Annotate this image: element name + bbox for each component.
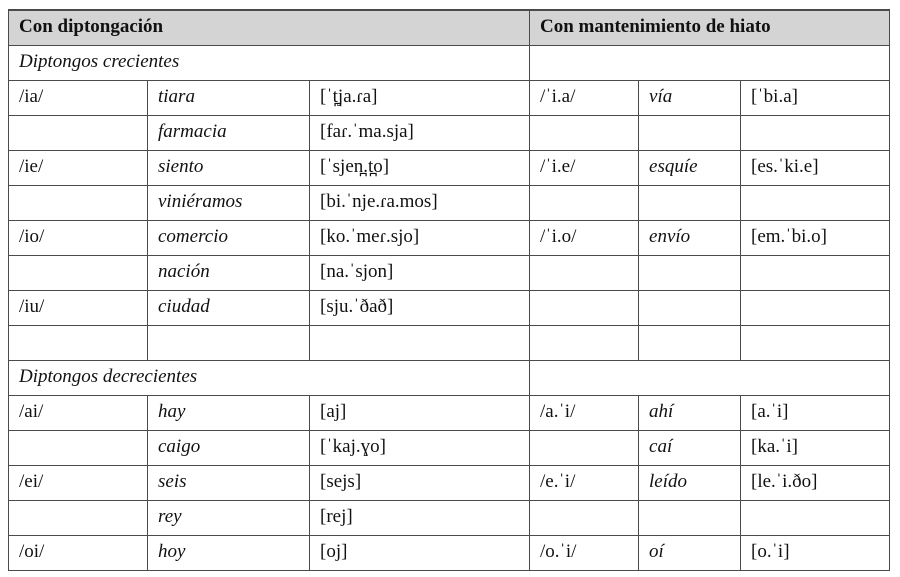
section-row-rising <box>9 46 890 81</box>
hiatus-word-cell <box>639 291 741 326</box>
hiatus-transcription-cell <box>741 116 890 151</box>
hiatus-word-cell: caí <box>639 431 741 466</box>
hiatus-phoneme-cell: /ˈi.o/ <box>530 221 639 256</box>
hiatus-transcription-cell: [o.ˈi] <box>741 536 890 571</box>
table-row <box>9 431 890 466</box>
section-row-falling <box>9 361 890 396</box>
hiatus-transcription-cell: [es.ˈki.e] <box>741 151 890 186</box>
hiatus-phoneme-cell: /o.ˈi/ <box>530 536 639 571</box>
hiatus-transcription-cell: [le.ˈi.ðo] <box>741 466 890 501</box>
transcription-cell: [sejs] <box>310 466 530 501</box>
transcription-cell: [ˈt̪ja.ɾa] <box>310 81 530 116</box>
hiatus-word-cell: esquíe <box>639 151 741 186</box>
table-row <box>9 221 890 256</box>
hiatus-word-cell: leído <box>639 466 741 501</box>
table-row <box>9 81 890 116</box>
word-cell: siento <box>148 151 310 186</box>
transcription-cell: [ˈkaj.ɣo] <box>310 431 530 466</box>
phoneme-cell <box>9 116 148 151</box>
hiatus-word-cell: oí <box>639 536 741 571</box>
section-label-falling: Diptongos decrecientes <box>9 361 530 396</box>
word-cell: caigo <box>148 431 310 466</box>
table-row <box>9 186 890 221</box>
transcription-cell: [bi.ˈnje.ɾa.mos] <box>310 186 530 221</box>
hiatus-phoneme-cell <box>530 256 639 291</box>
table-row <box>9 326 890 361</box>
hiatus-phoneme-cell <box>530 186 639 221</box>
phonetics-table <box>8 9 890 571</box>
word-cell: comercio <box>148 221 310 256</box>
section-spacer <box>530 361 890 396</box>
word-cell: ciudad <box>148 291 310 326</box>
hiatus-transcription-cell: [em.ˈbi.o] <box>741 221 890 256</box>
hiatus-transcription-cell <box>741 291 890 326</box>
word-cell: nación <box>148 256 310 291</box>
hiatus-transcription-cell: [a.ˈi] <box>741 396 890 431</box>
hiatus-transcription-cell <box>741 256 890 291</box>
phoneme-cell: /ia/ <box>9 81 148 116</box>
hiatus-transcription-cell: [ˈbi.a] <box>741 81 890 116</box>
hiatus-phoneme-cell <box>530 326 639 361</box>
table-row <box>9 501 890 536</box>
phoneme-cell <box>9 501 148 536</box>
hiatus-word-cell <box>639 116 741 151</box>
phoneme-cell <box>9 186 148 221</box>
transcription-cell: [faɾ.ˈma.sja] <box>310 116 530 151</box>
hiatus-transcription-cell <box>741 186 890 221</box>
transcription-cell: [oj] <box>310 536 530 571</box>
hiatus-word-cell: envío <box>639 221 741 256</box>
header-diphthong: Con diptongación <box>9 10 530 46</box>
header-hiatus: Con mantenimiento de hiato <box>530 10 890 46</box>
word-cell: seis <box>148 466 310 501</box>
phoneme-cell <box>9 431 148 466</box>
word-cell: hay <box>148 396 310 431</box>
hiatus-word-cell <box>639 501 741 536</box>
transcription-cell: [na.ˈsjon] <box>310 256 530 291</box>
table-row <box>9 396 890 431</box>
phoneme-cell <box>9 256 148 291</box>
transcription-cell: [ko.ˈmeɾ.sjo] <box>310 221 530 256</box>
table-row <box>9 466 890 501</box>
transcription-cell: [aj] <box>310 396 530 431</box>
hiatus-phoneme-cell: /ˈi.e/ <box>530 151 639 186</box>
hiatus-transcription-cell <box>741 501 890 536</box>
phoneme-cell: /ie/ <box>9 151 148 186</box>
transcription-cell: [ˈsjen̪.t̪o] <box>310 151 530 186</box>
hiatus-word-cell: ahí <box>639 396 741 431</box>
table-row <box>9 256 890 291</box>
phoneme-cell: /ai/ <box>9 396 148 431</box>
phoneme-cell: /io/ <box>9 221 148 256</box>
hiatus-word-cell <box>639 326 741 361</box>
hiatus-transcription-cell <box>741 326 890 361</box>
transcription-cell <box>310 326 530 361</box>
table-row <box>9 291 890 326</box>
phoneme-cell: /ei/ <box>9 466 148 501</box>
hiatus-transcription-cell: [ka.ˈi] <box>741 431 890 466</box>
phoneme-cell: /oi/ <box>9 536 148 571</box>
hiatus-phoneme-cell: /e.ˈi/ <box>530 466 639 501</box>
phoneme-cell <box>9 326 148 361</box>
table-row <box>9 116 890 151</box>
transcription-cell: [sju.ˈðað] <box>310 291 530 326</box>
transcription-cell: [rej] <box>310 501 530 536</box>
word-cell: farmacia <box>148 116 310 151</box>
hiatus-phoneme-cell <box>530 291 639 326</box>
phoneme-cell: /iu/ <box>9 291 148 326</box>
table-row <box>9 151 890 186</box>
hiatus-phoneme-cell <box>530 501 639 536</box>
hiatus-phoneme-cell: /a.ˈi/ <box>530 396 639 431</box>
word-cell: hoy <box>148 536 310 571</box>
hiatus-word-cell: vía <box>639 81 741 116</box>
hiatus-word-cell <box>639 186 741 221</box>
header-row <box>9 10 890 46</box>
word-cell <box>148 326 310 361</box>
word-cell: rey <box>148 501 310 536</box>
hiatus-phoneme-cell <box>530 431 639 466</box>
word-cell: tiara <box>148 81 310 116</box>
hiatus-word-cell <box>639 256 741 291</box>
section-label-rising: Diptongos crecientes <box>9 46 530 81</box>
table-row <box>9 536 890 571</box>
hiatus-phoneme-cell <box>530 116 639 151</box>
word-cell: viniéramos <box>148 186 310 221</box>
section-spacer <box>530 46 890 81</box>
hiatus-phoneme-cell: /ˈi.a/ <box>530 81 639 116</box>
